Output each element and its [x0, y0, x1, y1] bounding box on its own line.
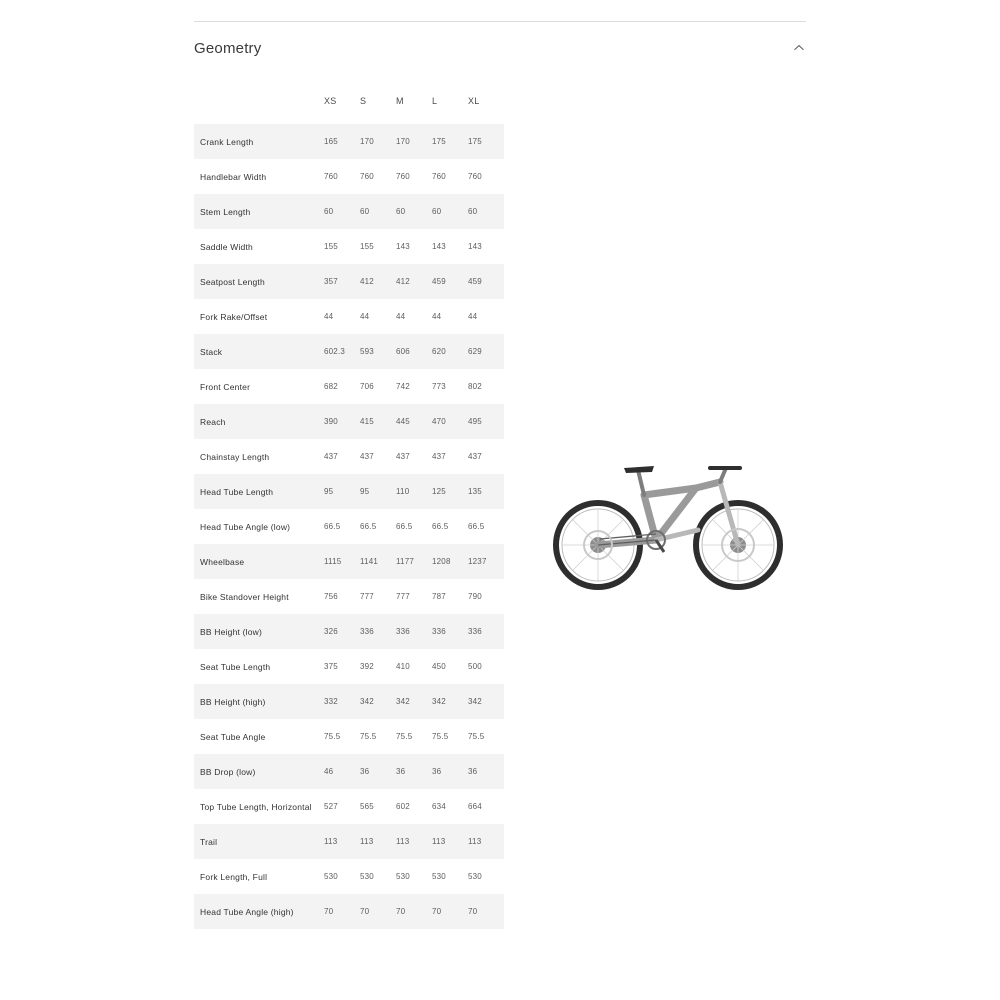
row-label: Stack	[200, 346, 223, 357]
cell-xs: 113	[324, 837, 338, 846]
cell-xl: 437	[468, 452, 482, 461]
table-row	[194, 544, 504, 579]
table-row	[194, 299, 504, 334]
cell-m: 410	[396, 662, 410, 671]
cell-xl: 342	[468, 697, 482, 706]
cell-xl: 629	[468, 347, 482, 356]
column-header-l: L	[432, 96, 438, 106]
cell-s: 66.5	[360, 522, 377, 531]
cell-l: 530	[432, 872, 446, 881]
section-divider	[194, 21, 806, 22]
cell-m: 412	[396, 277, 410, 286]
cell-s: 412	[360, 277, 374, 286]
row-label: Crank Length	[200, 136, 254, 147]
cell-xl: 36	[468, 767, 478, 776]
row-label: Reach	[200, 416, 226, 427]
cell-m: 143	[396, 242, 410, 251]
table-row	[194, 439, 504, 474]
cell-xs: 527	[324, 802, 338, 811]
cell-s: 113	[360, 837, 374, 846]
bike-side-view-image	[548, 440, 788, 590]
table-header-row	[194, 96, 504, 124]
table-row	[194, 194, 504, 229]
row-label: Handlebar Width	[200, 171, 267, 182]
cell-l: 336	[432, 627, 446, 636]
cell-l: 60	[432, 207, 442, 216]
geometry-section-header[interactable]	[194, 33, 806, 63]
cell-s: 706	[360, 382, 374, 391]
cell-m: 530	[396, 872, 410, 881]
cell-l: 175	[432, 137, 446, 146]
cell-xs: 357	[324, 277, 338, 286]
row-label: Seat Tube Angle	[200, 731, 266, 742]
column-header-label	[194, 96, 324, 124]
row-label: BB Height (high)	[200, 696, 266, 707]
cell-m: 36	[396, 767, 406, 776]
cell-xs: 326	[324, 627, 338, 636]
cell-m: 66.5	[396, 522, 413, 531]
table-row	[194, 649, 504, 684]
cell-xl: 802	[468, 382, 482, 391]
cell-l: 125	[432, 487, 446, 496]
cell-xl: 143	[468, 242, 482, 251]
cell-xs: 390	[324, 417, 338, 426]
row-label: Bike Standover Height	[200, 591, 289, 602]
row-label: Chainstay Length	[200, 451, 270, 462]
row-label: Wheelbase	[200, 556, 245, 567]
cell-xl: 66.5	[468, 522, 485, 531]
cell-l: 143	[432, 242, 446, 251]
cell-xs: 1115	[324, 557, 342, 566]
cell-xl: 336	[468, 627, 482, 636]
table-row	[194, 754, 504, 789]
cell-s: 437	[360, 452, 374, 461]
cell-xl: 44	[468, 312, 478, 321]
column-header-xs: XS	[324, 96, 337, 106]
cell-xl: 459	[468, 277, 482, 286]
cell-xs: 46	[324, 767, 334, 776]
table-row	[194, 509, 504, 544]
cell-xl: 760	[468, 172, 482, 181]
row-label: Trail	[200, 836, 218, 847]
table-row	[194, 159, 504, 194]
cell-xs: 44	[324, 312, 334, 321]
cell-l: 620	[432, 347, 446, 356]
cell-xs: 70	[324, 907, 334, 916]
cell-xs: 756	[324, 592, 338, 601]
cell-xl: 113	[468, 837, 482, 846]
cell-s: 75.5	[360, 732, 377, 741]
cell-l: 760	[432, 172, 446, 181]
cell-s: 60	[360, 207, 370, 216]
cell-s: 44	[360, 312, 370, 321]
cell-xs: 530	[324, 872, 338, 881]
cell-m: 60	[396, 207, 406, 216]
column-header-xl: XL	[468, 96, 480, 106]
row-label: Head Tube Angle (low)	[200, 521, 291, 532]
cell-xs: 60	[324, 207, 334, 216]
cell-s: 530	[360, 872, 374, 881]
cell-m: 760	[396, 172, 410, 181]
cell-l: 66.5	[432, 522, 449, 531]
table-row	[194, 684, 504, 719]
table-row	[194, 474, 504, 509]
row-label: Saddle Width	[200, 241, 253, 252]
row-label: Fork Length, Full	[200, 871, 268, 882]
cell-l: 1208	[432, 557, 451, 566]
cell-s: 760	[360, 172, 374, 181]
row-label: Stem Length	[200, 206, 251, 217]
cell-m: 342	[396, 697, 410, 706]
table-row	[194, 859, 504, 894]
table-row	[194, 264, 504, 299]
cell-l: 342	[432, 697, 446, 706]
cell-l: 634	[432, 802, 446, 811]
table-row	[194, 579, 504, 614]
cell-l: 450	[432, 662, 446, 671]
row-label: Front Center	[200, 381, 251, 392]
cell-l: 437	[432, 452, 446, 461]
cell-xs: 75.5	[324, 732, 341, 741]
cell-xl: 664	[468, 802, 482, 811]
row-label: BB Height (low)	[200, 626, 263, 637]
page-title: Geometry	[194, 39, 262, 57]
cell-xs: 66.5	[324, 522, 341, 531]
table-row	[194, 824, 504, 859]
row-label: Seatpost Length	[200, 276, 265, 287]
cell-xs: 332	[324, 697, 338, 706]
cell-xl: 70	[468, 907, 478, 916]
cell-xl: 500	[468, 662, 482, 671]
cell-xl: 60	[468, 207, 478, 216]
cell-m: 113	[396, 837, 410, 846]
column-header-m: M	[396, 96, 404, 106]
cell-xs: 437	[324, 452, 338, 461]
table-row	[194, 894, 504, 929]
cell-m: 110	[396, 487, 410, 496]
cell-xs: 95	[324, 487, 334, 496]
cell-s: 342	[360, 697, 374, 706]
cell-m: 44	[396, 312, 406, 321]
cell-m: 742	[396, 382, 410, 391]
table-row	[194, 124, 504, 159]
cell-s: 415	[360, 417, 374, 426]
table-row	[194, 404, 504, 439]
cell-xs: 682	[324, 382, 338, 391]
cell-s: 336	[360, 627, 374, 636]
cell-xs: 155	[324, 242, 338, 251]
table-body	[194, 124, 504, 929]
cell-xs: 165	[324, 137, 338, 146]
table-row	[194, 719, 504, 754]
row-label: Fork Rake/Offset	[200, 311, 268, 322]
table-row	[194, 614, 504, 649]
cell-m: 606	[396, 347, 410, 356]
cell-s: 95	[360, 487, 370, 496]
cell-s: 70	[360, 907, 370, 916]
cell-xl: 175	[468, 137, 482, 146]
chevron-up-icon[interactable]	[792, 41, 806, 55]
table-row	[194, 369, 504, 404]
cell-l: 773	[432, 382, 446, 391]
table-row	[194, 789, 504, 824]
row-label: Seat Tube Length	[200, 661, 271, 672]
cell-xl: 530	[468, 872, 482, 881]
cell-l: 75.5	[432, 732, 449, 741]
cell-m: 336	[396, 627, 410, 636]
cell-xs: 602.3	[324, 347, 346, 356]
cell-l: 470	[432, 417, 446, 426]
cell-xl: 135	[468, 487, 482, 496]
cell-m: 445	[396, 417, 410, 426]
cell-s: 170	[360, 137, 374, 146]
column-header-s: S	[360, 96, 367, 106]
cell-m: 777	[396, 592, 410, 601]
cell-xs: 760	[324, 172, 338, 181]
cell-xl: 495	[468, 417, 482, 426]
cell-s: 777	[360, 592, 374, 601]
cell-xl: 1237	[468, 557, 487, 566]
row-label: Head Tube Length	[200, 486, 274, 497]
cell-xl: 75.5	[468, 732, 485, 741]
cell-m: 70	[396, 907, 406, 916]
cell-s: 593	[360, 347, 374, 356]
cell-l: 70	[432, 907, 442, 916]
cell-xs: 375	[324, 662, 338, 671]
cell-s: 155	[360, 242, 374, 251]
cell-l: 36	[432, 767, 442, 776]
cell-l: 787	[432, 592, 446, 601]
row-label: BB Drop (low)	[200, 766, 256, 777]
cell-m: 170	[396, 137, 410, 146]
cell-s: 36	[360, 767, 370, 776]
cell-m: 602	[396, 802, 410, 811]
cell-s: 392	[360, 662, 374, 671]
cell-l: 44	[432, 312, 442, 321]
cell-xl: 790	[468, 592, 482, 601]
row-label: Head Tube Angle (high)	[200, 906, 294, 917]
cell-m: 75.5	[396, 732, 413, 741]
table-header	[194, 96, 504, 124]
cell-l: 459	[432, 277, 446, 286]
cell-m: 437	[396, 452, 410, 461]
table-row	[194, 229, 504, 264]
geometry-table	[194, 96, 504, 929]
cell-s: 1141	[360, 557, 379, 566]
cell-m: 1177	[396, 557, 415, 566]
table-row	[194, 334, 504, 369]
cell-s: 565	[360, 802, 374, 811]
row-label: Top Tube Length, Horizontal	[200, 801, 312, 812]
cell-l: 113	[432, 837, 446, 846]
